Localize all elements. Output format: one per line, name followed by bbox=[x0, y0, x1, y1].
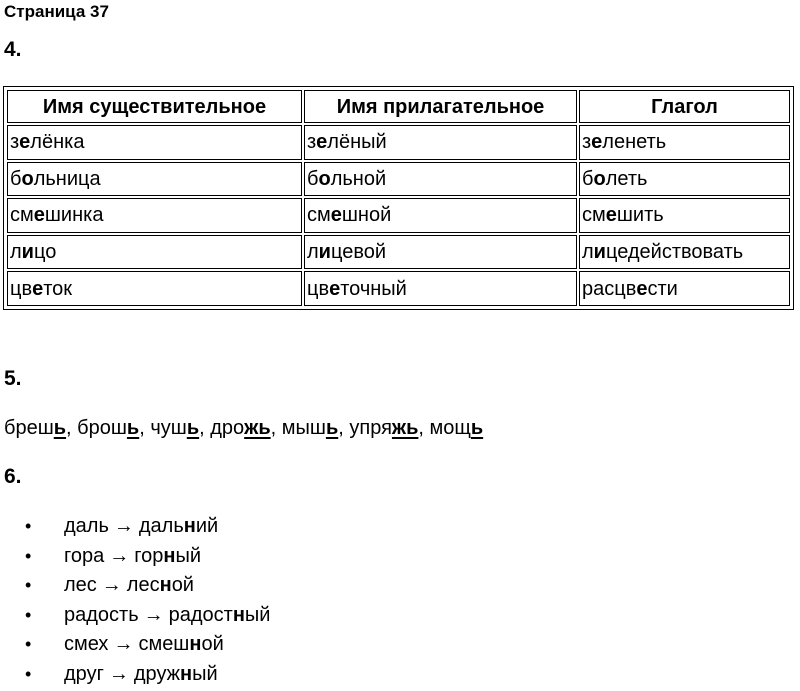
table-row bbox=[7, 271, 790, 306]
word-part: л bbox=[10, 241, 22, 264]
table-cell bbox=[304, 125, 577, 160]
word-part: цо bbox=[33, 241, 57, 264]
table-cell bbox=[304, 162, 577, 197]
suffix-letter: н bbox=[163, 544, 176, 567]
word-part: шить bbox=[616, 204, 664, 227]
word-stem: дро bbox=[210, 417, 245, 439]
suffix-letter: н bbox=[232, 603, 245, 626]
word-part: шной bbox=[341, 204, 392, 227]
word-ending: жь bbox=[391, 417, 419, 439]
suffix-letter: н bbox=[183, 515, 196, 537]
word-part: б bbox=[10, 167, 22, 190]
bullet-icon: • bbox=[25, 516, 32, 536]
task-6-number: 6. bbox=[4, 465, 22, 488]
word-part: см bbox=[582, 204, 606, 227]
table-cell bbox=[579, 198, 790, 233]
source-word: друг bbox=[64, 662, 104, 685]
table-cell bbox=[7, 198, 302, 233]
table-cell bbox=[579, 235, 790, 270]
word-part: цевой bbox=[330, 241, 387, 264]
word-part: цедействовать bbox=[605, 241, 744, 264]
table-cell bbox=[7, 271, 302, 306]
arrow-right-icon: → bbox=[101, 574, 122, 597]
word-part: ленеть bbox=[602, 131, 667, 154]
list-item bbox=[0, 660, 270, 690]
derived-stem: лес bbox=[126, 574, 160, 597]
word-part: б bbox=[307, 167, 319, 190]
table-cell bbox=[7, 125, 302, 160]
list-item bbox=[0, 512, 270, 542]
word-part: з bbox=[307, 131, 317, 154]
word-part: з bbox=[582, 131, 592, 154]
derived-ending: ой bbox=[201, 633, 224, 656]
separator: , bbox=[199, 417, 211, 439]
root-vowel: е bbox=[32, 277, 44, 300]
source-word: смех bbox=[64, 633, 109, 656]
root-vowel: е bbox=[605, 204, 617, 227]
table-cell bbox=[304, 198, 577, 233]
derived-stem: гор bbox=[134, 544, 164, 567]
separator: , bbox=[418, 417, 430, 439]
table-row bbox=[7, 162, 790, 197]
root-vowel: и bbox=[593, 241, 606, 264]
root-vowel: е bbox=[330, 204, 342, 227]
header-noun: Имя существительное bbox=[7, 90, 302, 123]
page-title: Страница 37 bbox=[4, 2, 109, 21]
table-row bbox=[7, 198, 790, 233]
suffix-letter: н bbox=[159, 574, 172, 597]
word-part: см bbox=[10, 204, 34, 227]
separator: , bbox=[66, 417, 78, 439]
word-ending: ь bbox=[470, 417, 484, 439]
table-row bbox=[7, 125, 790, 160]
derived-ending: ой bbox=[171, 574, 194, 597]
word-part: цв bbox=[10, 277, 33, 300]
list-item bbox=[0, 630, 270, 660]
table-cell bbox=[7, 235, 302, 270]
suffix-letter: н bbox=[189, 633, 202, 656]
arrow-right-icon: → bbox=[113, 515, 134, 537]
source-word: даль bbox=[64, 515, 109, 537]
table-header-row bbox=[7, 90, 790, 123]
table-row bbox=[7, 235, 790, 270]
word-stem: бреш bbox=[4, 417, 54, 439]
word-stem: мощ bbox=[429, 417, 471, 439]
table-cell bbox=[304, 271, 577, 306]
header-adjective: Имя прилагательное bbox=[304, 90, 577, 123]
word-part: леть bbox=[605, 167, 648, 190]
derived-stem: друж bbox=[133, 662, 181, 685]
root-vowel: е bbox=[19, 131, 31, 154]
task-6-list bbox=[0, 512, 270, 690]
word-stem: мыш bbox=[281, 417, 326, 439]
bullet-icon: • bbox=[25, 545, 32, 566]
root-vowel: е bbox=[329, 277, 341, 300]
table-cell bbox=[579, 271, 790, 306]
word-part: точный bbox=[340, 277, 407, 300]
task-5-number: 5. bbox=[4, 367, 22, 390]
source-word: гора bbox=[64, 544, 105, 567]
root-vowel: и bbox=[21, 241, 34, 264]
table-cell bbox=[7, 162, 302, 197]
bullet-icon: • bbox=[25, 663, 32, 684]
derived-ending: ый bbox=[192, 662, 218, 685]
word-stem: упря bbox=[349, 417, 392, 439]
word-part: лёнка bbox=[30, 131, 85, 154]
word-part: см bbox=[307, 204, 331, 227]
word-part: з bbox=[10, 131, 20, 154]
word-part: льница bbox=[33, 167, 101, 190]
derived-stem: смеш bbox=[138, 633, 190, 656]
word-part: лёный bbox=[327, 131, 387, 154]
table-cell bbox=[304, 235, 577, 270]
root-vowel: е bbox=[591, 131, 603, 154]
root-vowel: о bbox=[21, 167, 34, 190]
separator: , bbox=[270, 417, 282, 439]
root-vowel: о bbox=[593, 167, 606, 190]
word-part: цв bbox=[307, 277, 330, 300]
separator: , bbox=[338, 417, 350, 439]
word-part: расцв bbox=[582, 277, 637, 300]
word-ending: ь bbox=[325, 417, 339, 439]
word-part: л bbox=[307, 241, 319, 264]
word-part: б bbox=[582, 167, 594, 190]
word-stem: чуш bbox=[150, 417, 187, 439]
root-vowel: е bbox=[33, 204, 45, 227]
derived-ending: ый bbox=[244, 603, 271, 626]
word-part: сти bbox=[647, 277, 678, 300]
word-ending: ь bbox=[126, 417, 140, 439]
source-word: радость bbox=[64, 603, 139, 626]
root-vowel: о bbox=[318, 167, 331, 190]
list-item bbox=[0, 571, 270, 601]
task-4-number: 4. bbox=[4, 38, 22, 61]
arrow-right-icon: → bbox=[143, 603, 164, 626]
table-cell bbox=[579, 162, 790, 197]
derived-stem: радост bbox=[168, 603, 233, 626]
word-ending: ь bbox=[186, 417, 200, 439]
list-item bbox=[0, 542, 270, 572]
word-ending: жь bbox=[244, 417, 271, 439]
word-part: шинка bbox=[44, 204, 104, 227]
suffix-letter: н bbox=[180, 662, 193, 685]
word-part: л bbox=[582, 241, 594, 264]
bullet-icon: • bbox=[25, 575, 32, 596]
root-vowel: е bbox=[316, 131, 328, 154]
root-vowel: и bbox=[318, 241, 331, 264]
root-vowel: е bbox=[636, 277, 648, 300]
word-part: ток bbox=[43, 277, 73, 300]
arrow-right-icon: → bbox=[113, 633, 134, 656]
word-stem: брош bbox=[77, 417, 127, 439]
word-ending: ь bbox=[53, 417, 67, 439]
task-5-words bbox=[4, 414, 483, 442]
bullet-icon: • bbox=[25, 634, 32, 655]
list-item bbox=[0, 601, 270, 631]
bullet-icon: • bbox=[25, 604, 32, 625]
header-verb: Глагол bbox=[579, 90, 790, 123]
derived-stem: даль bbox=[138, 515, 184, 537]
word-forms-grid bbox=[5, 88, 792, 308]
arrow-right-icon: → bbox=[109, 544, 130, 567]
word-part: льной bbox=[330, 167, 387, 190]
word-forms-table bbox=[3, 86, 794, 310]
arrow-right-icon: → bbox=[108, 662, 129, 685]
derived-ending: ый bbox=[175, 544, 201, 567]
table-cell bbox=[579, 125, 790, 160]
source-word: лес bbox=[64, 574, 97, 597]
separator: , bbox=[139, 417, 151, 439]
derived-ending: ий bbox=[195, 515, 219, 537]
